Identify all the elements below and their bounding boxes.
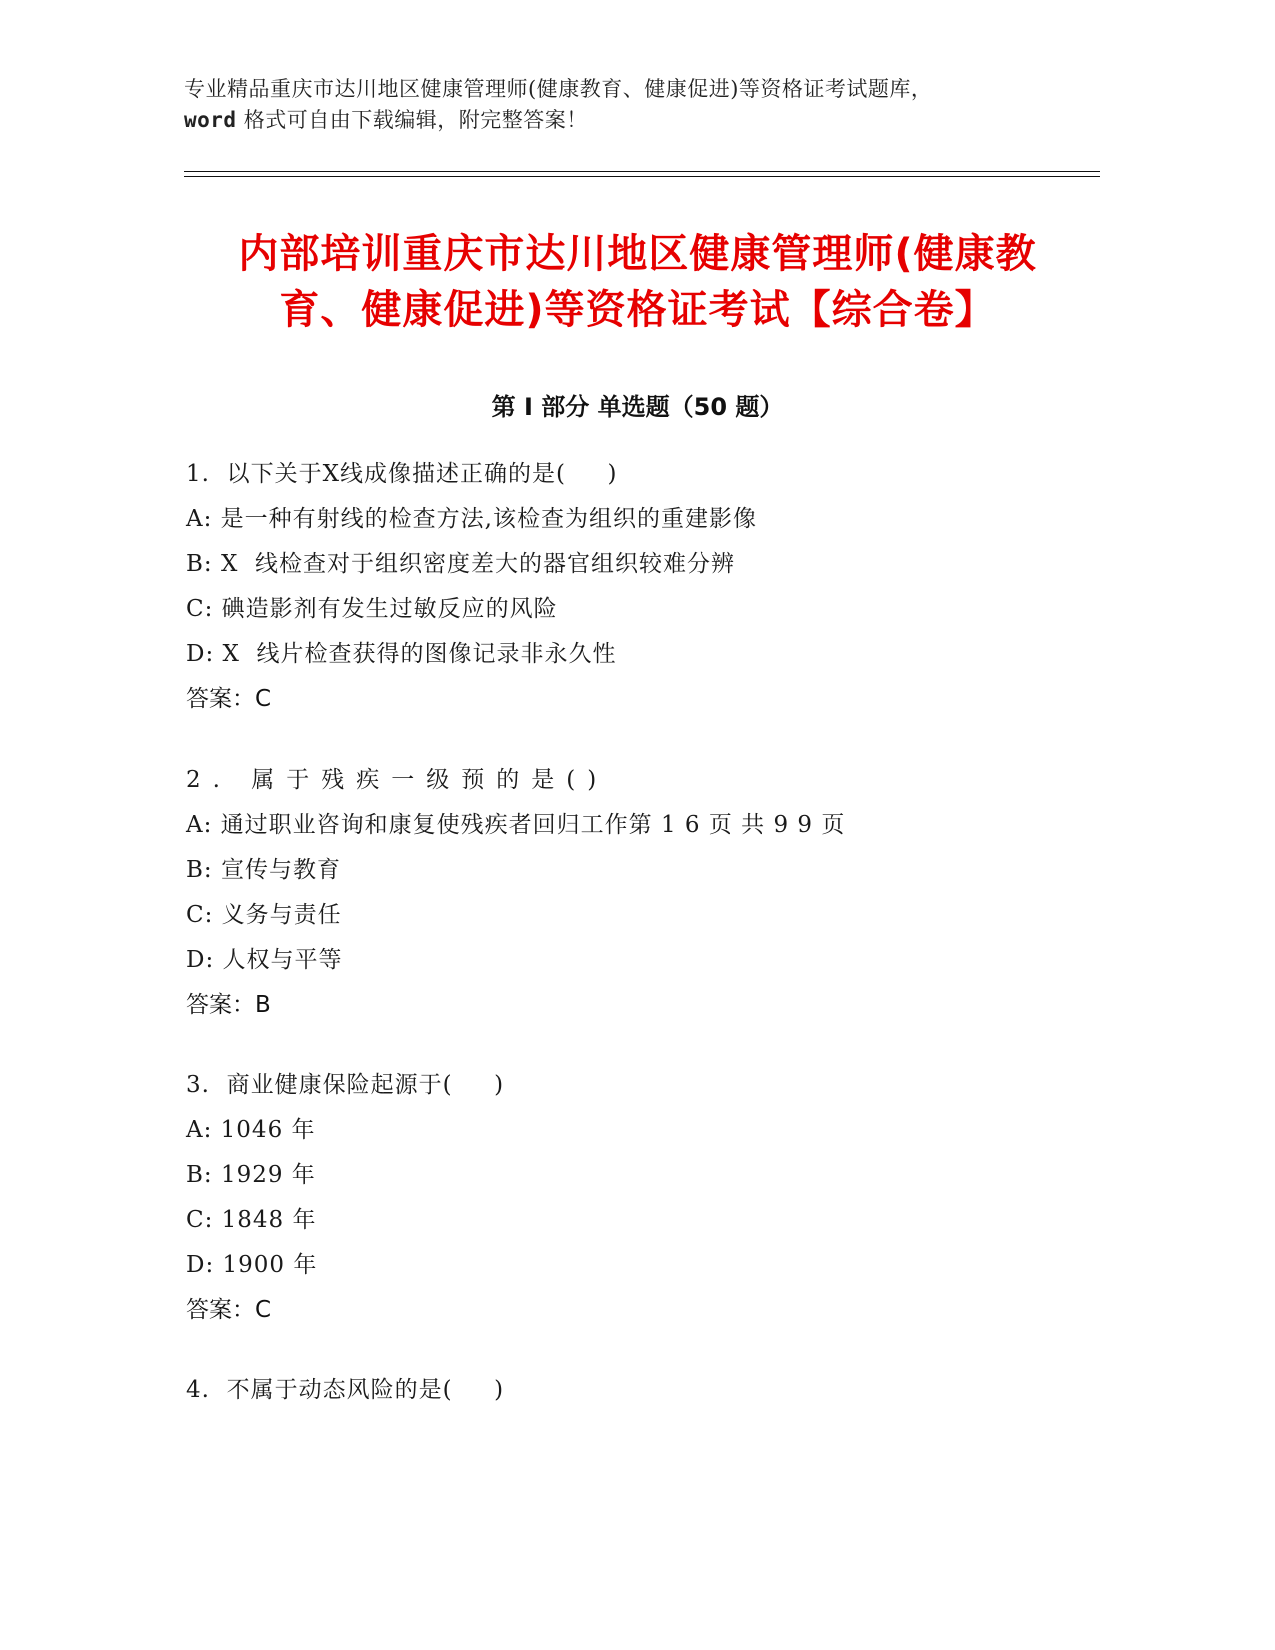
option-a: A: 通过职业咨询和康复使残疾者回归工作第 1 6 页 共 9 9 页 — [186, 812, 846, 838]
option-d: D: 1900 年 — [186, 1252, 318, 1278]
header-line-2 — [184, 105, 1104, 136]
option-b: B: X 线检查对于组织密度差大的器官组织较难分辨 — [186, 551, 735, 577]
question-block — [186, 1368, 1086, 1413]
header-divider-top — [184, 171, 1100, 172]
header-word-label: word — [184, 108, 237, 132]
option-c: C: 义务与责任 — [186, 902, 342, 928]
document-title — [150, 226, 1125, 338]
question-block — [186, 758, 1086, 1028]
answer-text: 答案：B — [186, 992, 271, 1018]
option-c: C: 1848 年 — [186, 1207, 317, 1233]
option-b: B: 1929 年 — [186, 1162, 316, 1188]
option-a: A: 是一种有射线的检查方法,该检查为组织的重建影像 — [186, 506, 757, 532]
question-stem: 3. 商业健康保险起源于( ) — [186, 1072, 505, 1098]
title-line-2: 育、健康促进)等资格证考试【综合卷】 — [279, 287, 996, 333]
option-d: D: X 线片检查获得的图像记录非永久性 — [186, 641, 617, 667]
section-heading: 第 I 部分 单选题（50 题） — [491, 393, 784, 421]
header-divider-bottom — [184, 176, 1100, 177]
answer-text: 答案：C — [186, 1297, 272, 1323]
header-line-2-text: 格式可自由下载编辑，附完整答案！ — [236, 108, 588, 132]
question-block — [186, 452, 1086, 722]
option-b: B: 宣传与教育 — [186, 857, 341, 883]
header-line-1: 专业精品重庆市达川地区健康管理师(健康教育、健康促进)等资格证考试题库， — [184, 77, 933, 101]
question-stem: 4. 不属于动态风险的是( ) — [186, 1377, 505, 1403]
answer-text: 答案：C — [186, 686, 272, 712]
title-line-1: 内部培训重庆市达川地区健康管理师(健康教 — [238, 231, 1037, 277]
option-d: D: 人权与平等 — [186, 947, 343, 973]
question-stem: 2. 属于残疾一级预的是() — [186, 767, 609, 793]
document-header — [184, 74, 1104, 136]
question-stem: 1. 以下关于X线成像描述正确的是( ) — [186, 461, 618, 487]
option-a: A: 1046 年 — [186, 1117, 316, 1143]
option-c: C: 碘造影剂有发生过敏反应的风险 — [186, 596, 558, 622]
question-block — [186, 1063, 1086, 1333]
